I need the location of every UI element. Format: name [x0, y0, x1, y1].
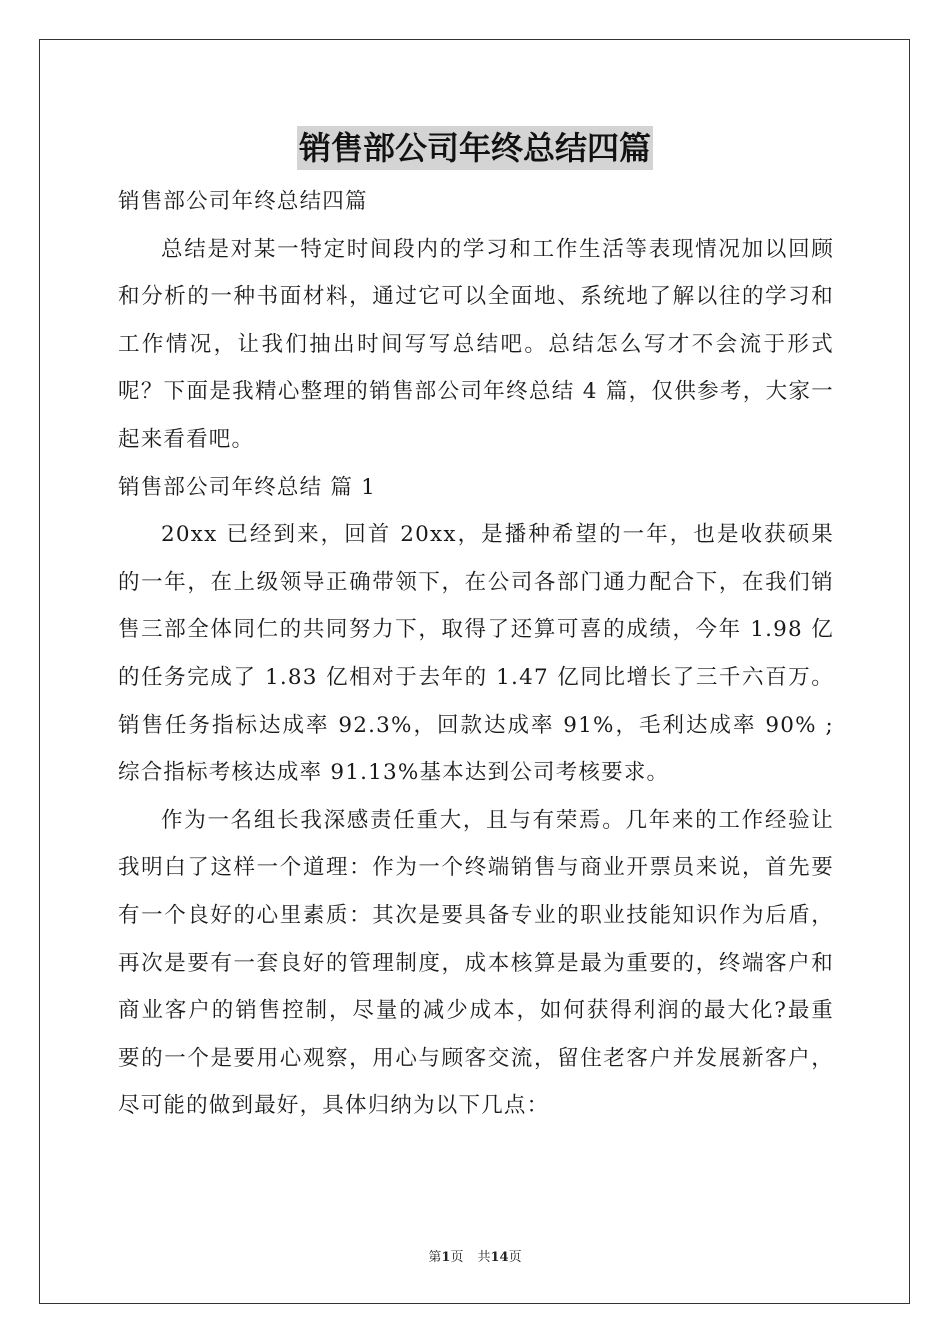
- document-title: 销售部公司年终总结四篇: [297, 126, 653, 170]
- total-prefix: 共: [477, 1250, 491, 1265]
- page-suffix: 页: [450, 1250, 464, 1265]
- document-subtitle: 销售部公司年终总结四篇: [118, 189, 368, 214]
- document-body: [118, 178, 834, 1130]
- page-footer: [0, 1246, 950, 1265]
- page-prefix: 第: [428, 1250, 442, 1265]
- total-pages: 14: [490, 1250, 509, 1265]
- body-paragraph-2: 作为一名组长我深感责任重大，且与有荣焉。几年来的工作经验让我明白了这样一个道理：作为一个终端销售与商业开票员来说，首先要有一个良好的心里素质：其次是要具备专业的职业技能知识作为后盾，再次是要有一套良好的管理制度，成本核算是最为重要的，终端客户和商业客户的销售控制，尽量的减少成本，如何获得利润的最大化?最重要的一个是要用心观察，用心与顾客交流，留住老客户并发展新客户，尽可能的做到最好，具体归纳为以下几点：: [118, 807, 834, 1119]
- total-suffix: 页: [508, 1250, 522, 1265]
- page-number: 1: [441, 1250, 451, 1265]
- section-heading: 销售部公司年终总结 篇 1: [118, 474, 376, 500]
- intro-paragraph: 总结是对某一特定时间段内的学习和工作生活等表现情况加以回顾和分析的一种书面材料，通过它可以全面地、系统地了解以往的学习和工作情况，让我们抽出时间写写总结吧。总结怎么写才不会流于形式呢？下面是我精心整理的销售部公司年终总结 4 篇，仅供参考，大家一起来看看吧。: [118, 236, 834, 452]
- body-paragraph-1: 20xx 已经到来，回首 20xx，是播种希望的一年，也是收获硕果的一年，在上级领导正确带领下，在公司各部门通力配合下，在我们销售三部全体同仁的共同努力下，取得了还算可喜的成绩，今年 1.98 亿的任务完成了 1.83 亿相对于去年的 1.47 亿同比增长了三千六百万。销售任务指标达成率 92.3%，回款达成率 91%，毛利达成率 90% ;综合指标考核达成率 91.13%基本达到公司考核要求。: [118, 522, 834, 786]
- title-container: [0, 126, 950, 170]
